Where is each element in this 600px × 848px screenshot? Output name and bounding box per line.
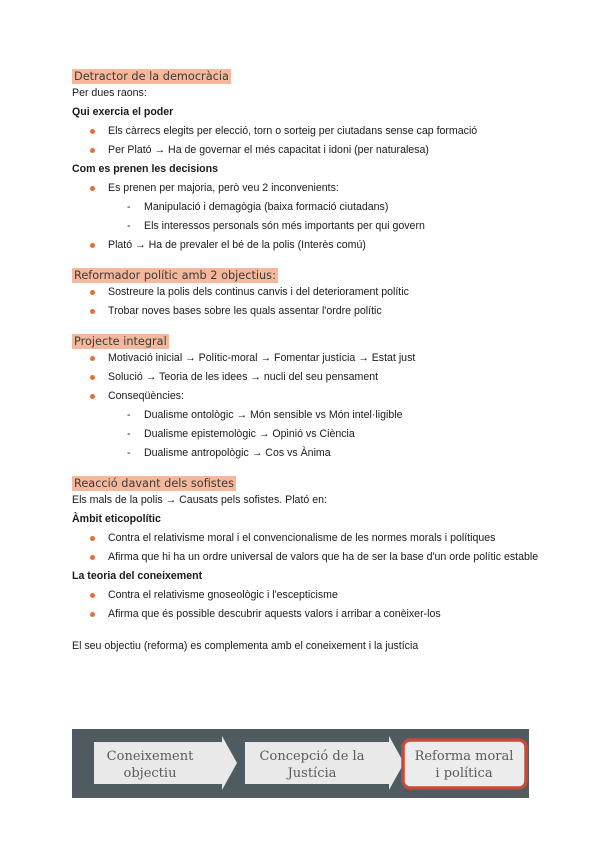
section-heading-projecte: Projecte integral — [74, 335, 167, 348]
section-intro: Per dues raons: — [72, 87, 147, 99]
document-body — [72, 69, 542, 656]
list-item: Es prenen per majoria, però veu 2 inconvenients: — [72, 179, 542, 198]
list-item: - Manipulació i demagògia (baixa formació ciutadans) — [72, 198, 542, 217]
list-item: Contra el relativisme moral i el convencionalisme de les normes morals i polítiques — [72, 529, 542, 548]
diagram-step-3-line2: i política — [435, 766, 493, 781]
section-heading-reformador: Reformador polític amb 2 objectius: — [74, 269, 276, 282]
section-heading-sofistes: Reacció davant dels sofistes — [74, 477, 234, 490]
section-heading-democracia: Detractor de la democràcia — [74, 70, 229, 83]
list-item: Per Plató → Ha de governar el més capacitat i idoni (per naturalesa) — [72, 141, 542, 160]
bullet-icon — [90, 186, 95, 191]
list-item: Trobar noves bases sobre les quals assentar l'ordre polític — [72, 302, 542, 321]
list-item: - Els interessos personals són més importants per qui govern — [72, 217, 542, 236]
process-diagram — [72, 729, 529, 798]
bullet-icon — [90, 356, 95, 361]
bullet-icon — [90, 129, 95, 134]
dash-icon: - — [127, 201, 131, 213]
bullet-icon — [90, 536, 95, 541]
process-diagram-svg — [72, 729, 529, 798]
subheading-qui-exercia: Qui exercia el poder — [72, 106, 174, 118]
bullet-icon — [90, 555, 95, 560]
list-item: - Dualisme antropològic → Cos vs Ànima — [72, 444, 542, 463]
bullet-icon — [90, 394, 95, 399]
subheading-decisions: Com es prenen les decisions — [72, 163, 219, 175]
dash-icon: - — [127, 447, 131, 459]
list-item: Plató → Ha de prevaler el bé de la polis (Interès comú) — [72, 236, 542, 255]
bullet-icon — [90, 290, 95, 295]
bullet-list — [72, 236, 542, 255]
bullet-list — [72, 529, 542, 567]
bullet-list — [72, 179, 542, 198]
dash-list — [72, 406, 542, 463]
dash-icon: - — [127, 220, 131, 232]
bullet-list — [72, 586, 542, 624]
list-item: Motivació inicial → Polític-moral → Fomentar justícia → Estat just — [72, 349, 542, 368]
conclusion-text: El seu objectiu (reforma) es complementa amb el coneixement i la justícia — [72, 640, 419, 652]
list-item: Sostreure la polis dels continus canvis i del deteriorament polític — [72, 283, 542, 302]
subheading-ambit: Àmbit eticopolític — [72, 513, 161, 525]
dash-list — [72, 198, 542, 236]
bullet-icon — [90, 375, 95, 380]
bullet-list — [72, 283, 542, 321]
section-intro: Els mals de la polis → Causats pels sofistes. Plató en: — [72, 494, 327, 506]
list-item: - Dualisme ontològic → Món sensible vs Món intel·ligible — [72, 406, 542, 425]
dash-icon: - — [127, 428, 131, 440]
bullet-icon — [90, 243, 95, 248]
bullet-icon — [90, 309, 95, 314]
list-item: Contra el relativisme gnoseològic i l'escepticisme — [72, 586, 542, 605]
list-item: Solució → Teoria de les idees → nucli del seu pensament — [72, 368, 542, 387]
bullet-icon — [90, 593, 95, 598]
list-item: Els càrrecs elegits per elecció, torn o sorteig per ciutadans sense cap formació — [72, 122, 542, 141]
bullet-list — [72, 349, 542, 406]
list-item: Afirma que hi ha un ordre universal de valors que ha de ser la base d'un orde polític estable — [72, 548, 548, 567]
diagram-step-1-line2: objectiu — [123, 766, 177, 781]
diagram-step-2-line1: Concepció de la — [259, 749, 365, 764]
subheading-coneixement: La teoria del coneixement — [72, 570, 203, 582]
list-item: Afirma que és possible descubrir aquests valors i arribar a conèixer-los — [72, 605, 542, 624]
diagram-step-2-line2: Justícia — [287, 766, 337, 781]
diagram-step-3-line1: Reforma moral — [414, 749, 514, 764]
bullet-icon — [90, 612, 95, 617]
diagram-step-1-line1: Coneixement — [106, 749, 194, 764]
list-item: - Dualisme epistemològic → Opinió vs Ciència — [72, 425, 542, 444]
bullet-icon — [90, 148, 95, 153]
bullet-list — [72, 122, 542, 160]
list-item: Conseqüències: — [72, 387, 542, 406]
dash-icon: - — [127, 409, 131, 421]
